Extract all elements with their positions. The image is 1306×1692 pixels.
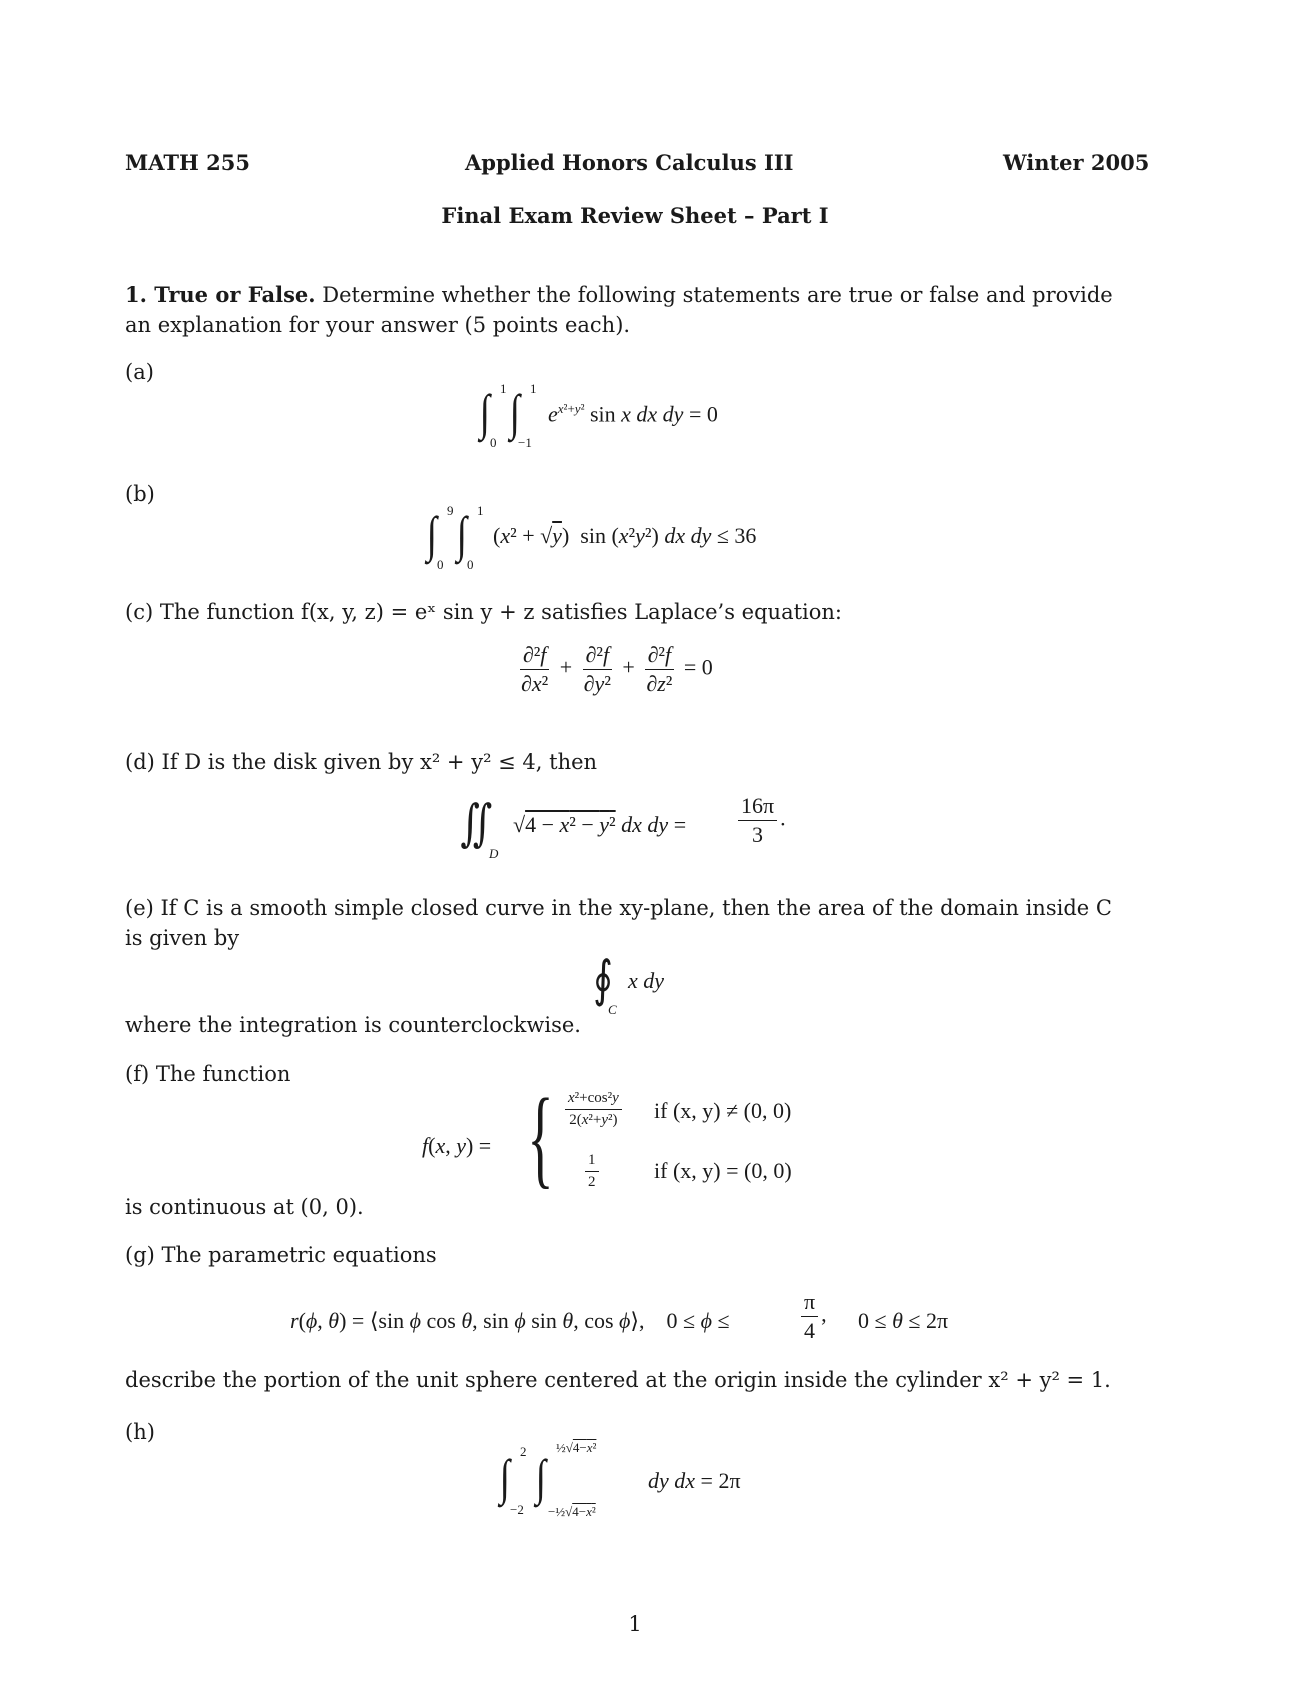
part-f-label: (f) bbox=[125, 1062, 150, 1086]
part-e-after: where the integration is counterclockwise. bbox=[125, 1013, 581, 1037]
part-f-after: is continuous at (0, 0). bbox=[125, 1195, 364, 1219]
part-g-label: (g) bbox=[125, 1243, 155, 1267]
problem-instructions: Determine whether the following statements are true or false and provide an explanation for your answer (5 points each). bbox=[125, 283, 1113, 337]
problem-intro bbox=[125, 280, 1125, 340]
part-d-statement: If D is the disk given by x² + y² ≤ 4, then bbox=[161, 750, 598, 774]
part-e-equation: ∮ C x dy bbox=[593, 951, 665, 1017]
part-g-after: describe the portion of the unit sphere centered at the origin inside the cylinder x² + y² = 1. bbox=[125, 1368, 1111, 1392]
course-code: MATH 255 bbox=[125, 150, 251, 175]
part-g-equation: r(ϕ, θ) = ⟨sin ϕ cos θ, sin ϕ sin θ, cos ϕ⟩, 0 ≤ ϕ ≤ $\frac{\pi}{4}$ , 0 ≤ θ ≤ 2π bbox=[290, 1289, 949, 1344]
part-a-equation: ∫ 1 0 ∫ 1 −1 $e^{x^2+y^2}$ sin x dx dy = 0 bbox=[479, 381, 718, 450]
course-title: Applied Honors Calculus III bbox=[465, 150, 794, 175]
part-b-label: (b) bbox=[125, 482, 155, 506]
part-g-text bbox=[125, 1243, 437, 1267]
part-g-statement: The parametric equations bbox=[161, 1243, 437, 1267]
part-d-text bbox=[125, 750, 597, 774]
part-e-text bbox=[125, 893, 1135, 953]
part-f-text bbox=[125, 1062, 290, 1086]
part-a-label: (a) bbox=[125, 360, 154, 384]
problem-heading: 1. True or False. bbox=[125, 282, 316, 307]
course-term: Winter 2005 bbox=[1003, 150, 1150, 175]
part-f-piecewise: f(x, y) = { $\frac{\text{x²+cos²y}}{\text{2(x²+y²)}}$ if (x, y) ≠ (0, 0) $\frac{1}{2}$ if (x, y) = (0, 0) bbox=[422, 1076, 792, 1198]
part-c-label: (c) bbox=[125, 600, 154, 624]
part-f-statement: The function bbox=[155, 1062, 291, 1086]
part-d-equation: ∬ D √4 − x² − y² dx dy = $\frac{16\pi}{3}$ . bbox=[460, 793, 786, 861]
part-c-statement: The function f(x, y, z) = eˣ sin y + z satisfies Laplace’s equation: bbox=[159, 600, 842, 624]
part-d-label: (d) bbox=[125, 750, 155, 774]
page-number: 1 bbox=[628, 1612, 642, 1636]
sheet-subtitle: Final Exam Review Sheet – Part I bbox=[441, 203, 829, 228]
part-e-label: (e) bbox=[125, 896, 154, 920]
case1-condition: if (x, y) ≠ (0, 0) bbox=[654, 1098, 792, 1123]
part-e-statement: If C is a smooth simple closed curve in the xy-plane, then the area of the domain inside C is given by bbox=[125, 896, 1112, 950]
case2-condition: if (x, y) = (0, 0) bbox=[654, 1158, 792, 1183]
part-b-equation: ∫ 9 0 ∫ 1 0 (x² + √y) sin (x²y²) dx dy ≤ 36 bbox=[426, 503, 757, 572]
part-c-text bbox=[125, 600, 842, 624]
part-h-equation: ∫ 2 −2 ∫ ½√4−x² −½√4−x² dy dx = 2π bbox=[499, 1440, 741, 1519]
part-h-label: (h) bbox=[125, 1420, 155, 1444]
laplace-equation: $\frac{\text{∂²f}}{\text{∂x²}}$ + $\frac{\text{∂²f}}{\text{∂y²}}$ + $\frac{\text{∂²f}}{\text{∂z²}}$ = 0 bbox=[521, 642, 713, 697]
